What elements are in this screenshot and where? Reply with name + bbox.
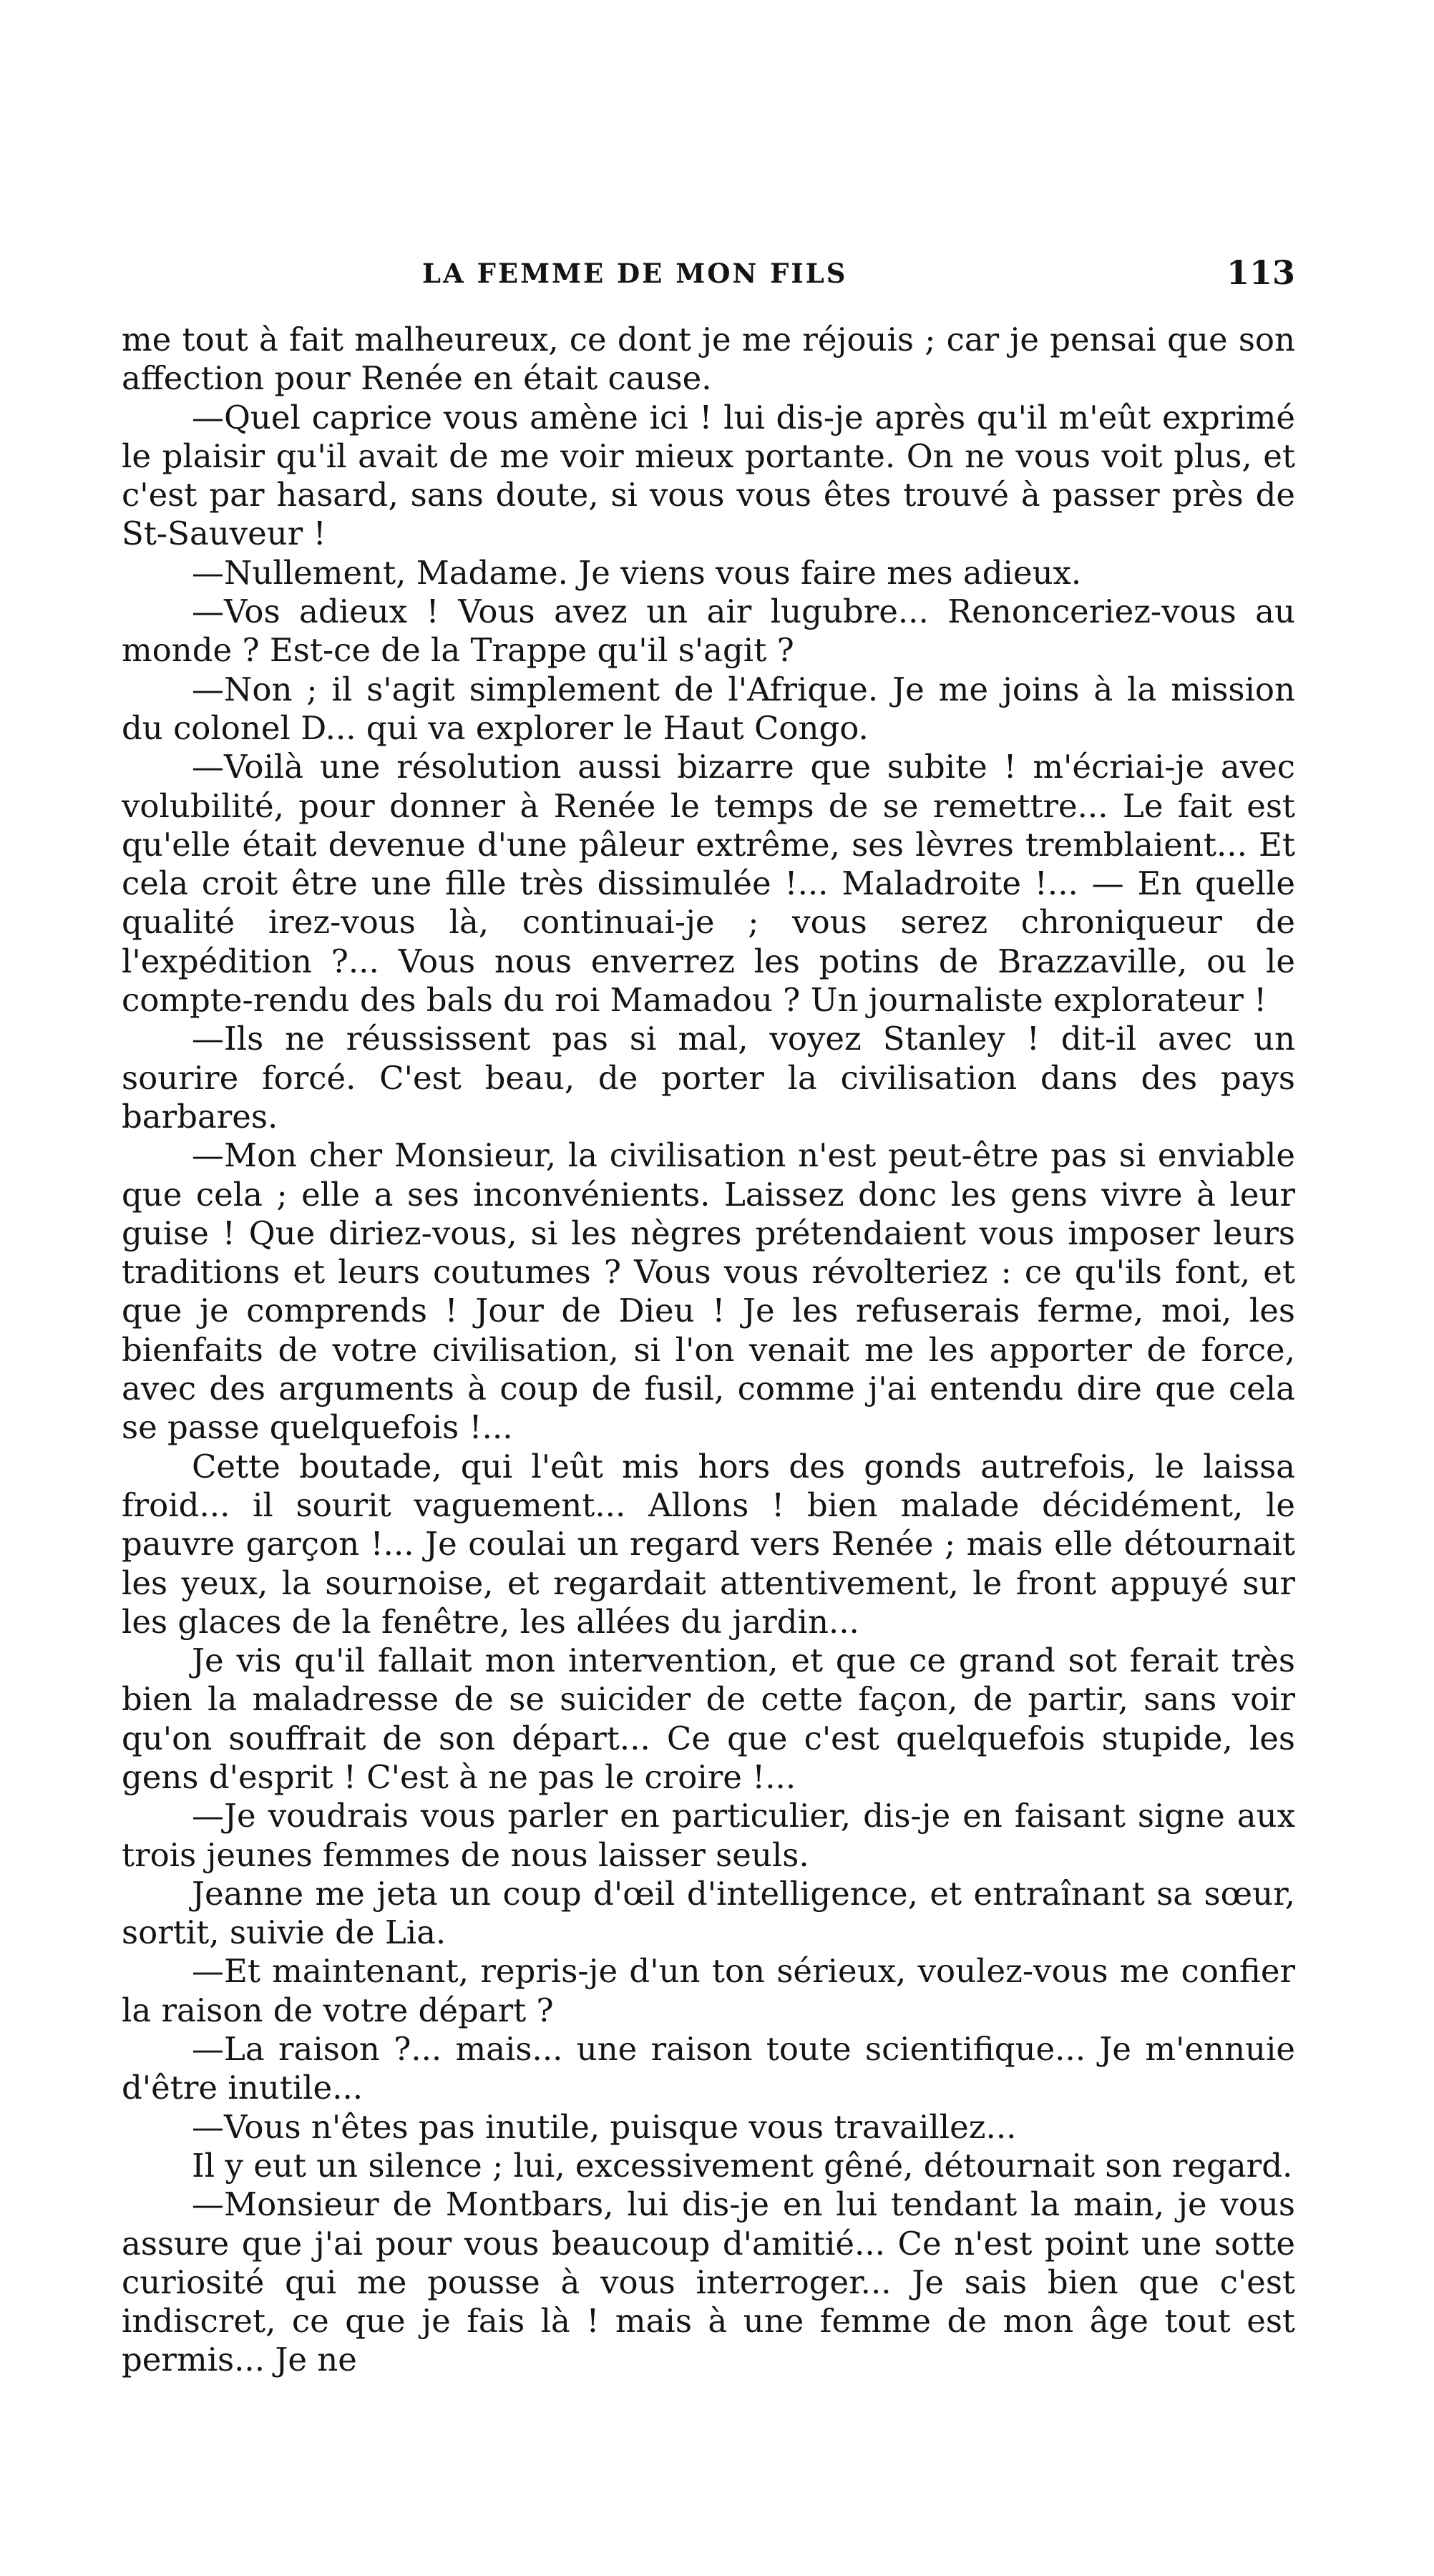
paragraph: —Nullement, Madame. Je viens vous faire mes adieux. [192, 553, 1082, 592]
paragraph: —Mon cher Monsieur, la civilisation n'est peut-être pas si enviable que cela ; elle a ses inconvénients. Laissez donc les gens vivre à leur guise ! Que diriez-vous, si les nègres prétendaient vous imposer leurs traditions et leurs coutumes ? Vous vous révolteriez : ce qu'ils font, et que je comprends ! Jour de Dieu ! Je les refuserais ferme, moi, les bienfaits de votre civilisation, si l'on venait me les apporter de force, avec des arguments à coup de fusil, comme j'ai entendu dire que cela se passe quelquefois !... [122, 1136, 1295, 1447]
paragraph: —Monsieur de Montbars, lui dis-je en lui tendant la main, je vous assure que j'ai pour vous beaucoup d'amitié... Ce n'est point une sotte curiosité qui me pousse à vous interroger... Je sais bien que c'est indiscret, ce que je fais là ! mais à une femme de mon âge tout est permis... Je ne [122, 2185, 1295, 2379]
running-title: LA FEMME DE MON FILS [422, 258, 848, 289]
paragraph: —Quel caprice vous amène ici ! lui dis-je après qu'il m'eût exprimé le plaisir qu'il avait de me voir mieux portante. On ne vous voit plus, et c'est par hasard, sans doute, si vous vous êtes trouvé à passer près de St-Sauveur ! [122, 398, 1295, 553]
text-body [122, 321, 1295, 2380]
paragraph: —Vos adieux ! Vous avez un air lugubre... Renonceriez-vous au monde ? Est-ce de la Trappe qu'il s'agit ? [122, 592, 1295, 670]
running-header [122, 236, 1295, 301]
paragraph: Je vis qu'il fallait mon intervention, et que ce grand sot ferait très bien la maladresse de se suicider de cette façon, de partir, sans voir qu'on souffrait de son départ... Ce que c'est quelquefois stupide, les gens d'esprit ! C'est à ne pas le croire !... [122, 1641, 1295, 1796]
page-number: 113 [1226, 253, 1295, 292]
paragraph: —La raison ?... mais... une raison toute scientifique... Je m'ennuie d'être inutile... [122, 2030, 1295, 2107]
paragraph: —Ils ne réussissent pas si mal, voyez Stanley ! dit-il avec un sourire forcé. C'est beau, de porter la civilisation dans des pays barbares. [122, 1020, 1295, 1136]
paragraph: —Voilà une résolution aussi bizarre que subite ! m'écriai-je avec volubilité, pour donner à Renée le temps de se remettre... Le fait est qu'elle était devenue d'une pâleur extrême, ses lèvres tremblaient... Et cela croit être une fille très dissimulée !... Maladroite !... — En quelle qualité irez-vous là, continuai-je ; vous serez chroniqueur de l'expédition ?... Vous nous enverrez les potins de Brazzaville, ou le compte-rendu des bals du roi Mamadou ? Un journaliste explorateur ! [122, 748, 1295, 1020]
paragraph: —Vous n'êtes pas inutile, puisque vous travaillez... [192, 2107, 1017, 2146]
paragraph: —Et maintenant, repris-je d'un ton sérieux, voulez-vous me confier la raison de votre départ ? [122, 1952, 1295, 2029]
book-page [122, 236, 1295, 2380]
paragraph: Il y eut un silence ; lui, excessivement gêné, détournait son regard. [192, 2146, 1293, 2185]
paragraph: —Je voudrais vous parler en particulier, dis-je en faisant signe aux trois jeunes femmes de nous laisser seuls. [122, 1797, 1295, 1874]
paragraph: —Non ; il s'agit simplement de l'Afrique. Je me joins à la mission du colonel D... qui va explorer le Haut Congo. [122, 670, 1295, 747]
paragraph: me tout à fait malheureux, ce dont je me réjouis ; car je pensai que son affection pour Renée en était cause. [122, 321, 1295, 398]
paragraph: Jeanne me jeta un coup d'œil d'intelligence, et entraînant sa sœur, sortit, suivie de Lia. [122, 1874, 1295, 1952]
paragraph: Cette boutade, qui l'eût mis hors des gonds autrefois, le laissa froid... il sourit vaguement... Allons ! bien malade décidément, le pauvre garçon !... Je coulai un regard vers Renée ; mais elle détournait les yeux, la sournoise, et regardait attentivement, le front appuyé sur les glaces de la fenêtre, les allées du jardin... [122, 1447, 1295, 1641]
